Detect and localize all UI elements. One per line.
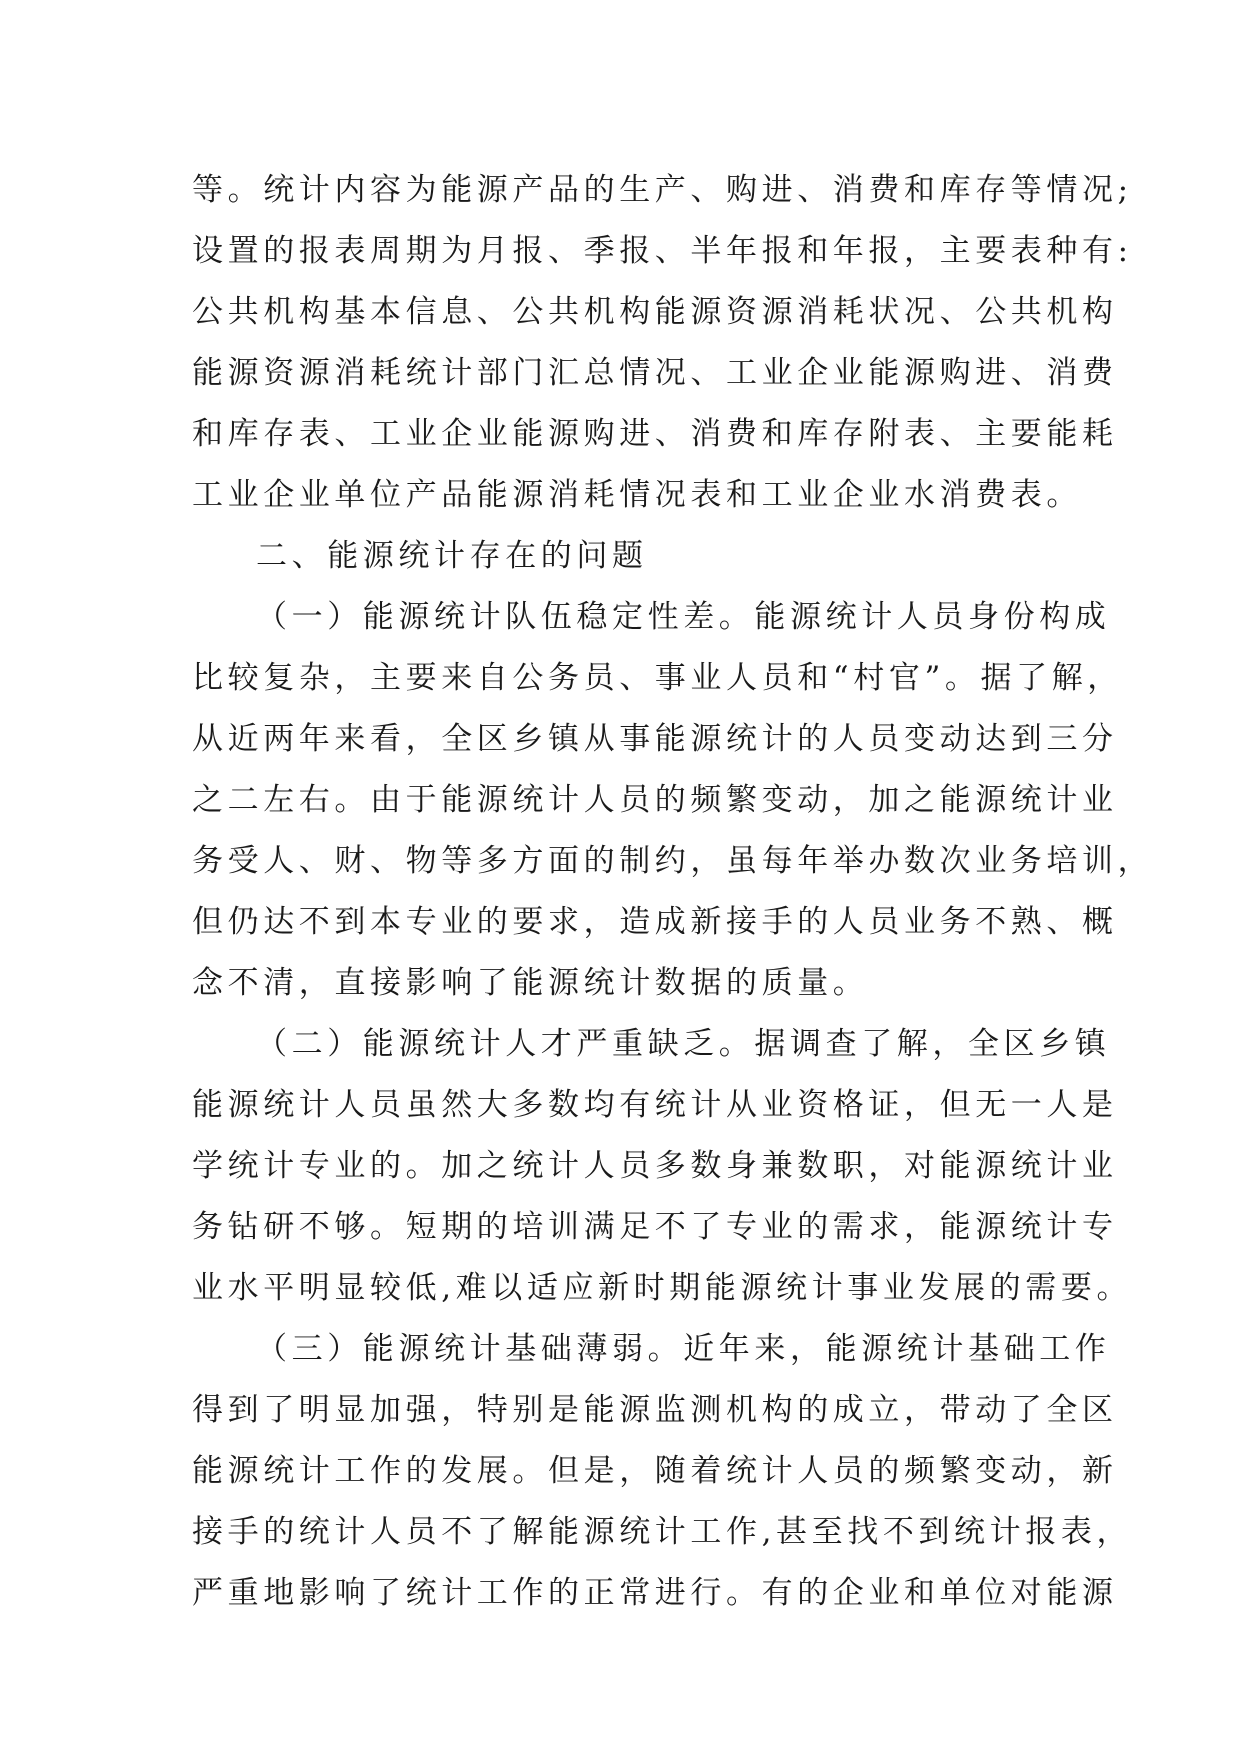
text-line: 和库存表、工业企业能源购进、消费和库存附表、主要能耗 [192, 416, 1118, 452]
text-line: 能源资源消耗统计部门汇总情况、工业企业能源购进、消费 [192, 355, 1118, 391]
paragraph-start: （三）能源统计基础薄弱。近年来，能源统计基础工作 [256, 1331, 1111, 1367]
text-line: 但仍达不到本专业的要求，造成新接手的人员业务不熟、概 [192, 904, 1118, 940]
text-line: 等。统计内容为能源产品的生产、购进、消费和库存等情况; [192, 172, 1133, 208]
text-line: 务钻研不够。短期的培训满足不了专业的需求，能源统计专 [192, 1209, 1118, 1245]
text-line: 严重地影响了统计工作的正常进行。有的企业和单位对能源 [192, 1575, 1118, 1611]
text-line: 接手的统计人员不了解能源统计工作,甚至找不到统计报表， [192, 1514, 1133, 1550]
text-line: 学统计专业的。加之统计人员多数身兼数职，对能源统计业 [192, 1148, 1118, 1184]
paragraph-start: （二）能源统计人才严重缺乏。据调查了解，全区乡镇 [256, 1026, 1111, 1062]
section-heading: 二、能源统计存在的问题 [256, 538, 648, 574]
text-line: 能源统计人员虽然大多数均有统计从业资格证，但无一人是 [192, 1087, 1118, 1123]
paragraph-start: （一）能源统计队伍稳定性差。能源统计人员身份构成 [256, 599, 1111, 635]
text-line: 从近两年来看，全区乡镇从事能源统计的人员变动达到三分 [192, 721, 1118, 757]
text-line: 业水平明显较低,难以适应新时期能源统计事业发展的需要。 [192, 1270, 1133, 1306]
text-line: 能源统计工作的发展。但是，随着统计人员的频繁变动，新 [192, 1453, 1118, 1489]
text-line: 务受人、财、物等多方面的制约，虽每年举办数次业务培训， [192, 843, 1154, 879]
text-line: 公共机构基本信息、公共机构能源资源消耗状况、公共机构 [192, 294, 1118, 330]
text-line: 比较复杂，主要来自公务员、事业人员和“村官”。据了解， [192, 660, 1123, 696]
text-line: 设置的报表周期为月报、季报、半年报和年报，主要表种有: [192, 233, 1133, 269]
text-line: 之二左右。由于能源统计人员的频繁变动，加之能源统计业 [192, 782, 1118, 818]
text-line: 得到了明显加强，特别是能源监测机构的成立，带动了全区 [192, 1392, 1118, 1428]
text-line: 工业企业单位产品能源消耗情况表和工业企业水消费表。 [192, 477, 1082, 513]
text-line: 念不清，直接影响了能源统计数据的质量。 [192, 965, 869, 1001]
body-text [192, 160, 1154, 1624]
